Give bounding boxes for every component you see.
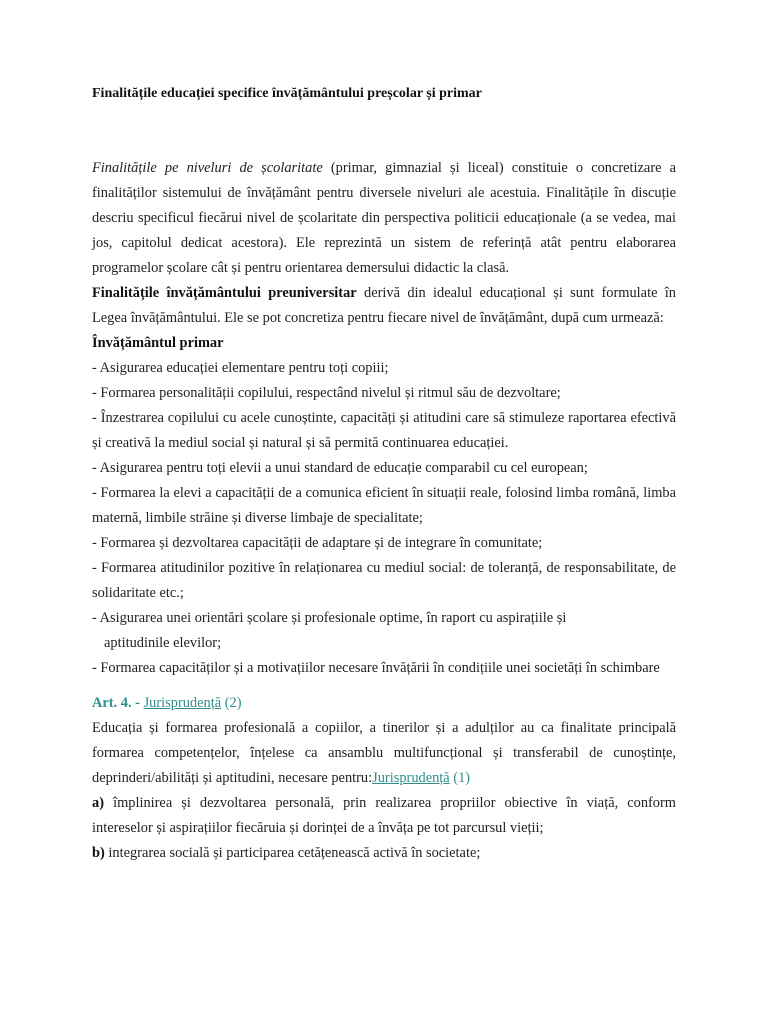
- jurisprudence-count: (2): [224, 695, 242, 711]
- primar-item: - Asigurarea educației elementare pentru toți copiii;: [92, 360, 389, 376]
- primar-item: - Formarea și dezvoltarea capacității de adaptare și de integrare în comunitate;: [92, 535, 543, 551]
- primar-item: - Asigurarea pentru toți elevii a unui standard de educație comparabil cu cel european;: [92, 460, 588, 476]
- intro-text: (primar, gimnazial și liceal) constituie o concretizare a finalităților sistemului de învățământ pentru diversele niveluri ale acestuia. Finalitățile în discuție descriu specificul fiecărui nivel de școlaritate din perspectiva politicii educaționale (a se vedea, mai jos, capitolul dedicat acestora). Ele reprezintă un sistem de referință atât pentru elaborarea programelor școlare cât și pentru orientarea demersului didactic la clasă.: [92, 160, 677, 276]
- document-title: Finalitățile educației specifice învățământului preșcolar și primar: [92, 86, 482, 101]
- article-item-text: împlinirea și dezvoltarea personală, prin realizarea propriilor obiective în viață, conform intereselor și aspirațiilor fiecăruia și dorinței de a învăța pe tot parcursul vieții;: [92, 795, 676, 836]
- jurisprudence-inline-count: (1): [453, 770, 471, 786]
- primar-item: - Asigurarea unei orientări școlare și profesionale optime, în raport cu aspirațiile și: [92, 610, 567, 626]
- primar-item: - Formarea atitudinilor pozitive în relaționarea cu mediul social: de toleranță, de responsabilitate, de solidaritate etc.;: [92, 560, 676, 601]
- article-item-text: integrarea socială și participarea cetățenească activă în societate;: [104, 845, 481, 861]
- article-text-body: Educația și formarea profesională a copiilor, a tinerilor și a adulților au ca finalitate principală formarea competențelor, înțelese ca ansamblu multifuncțional și transferabil de cunoștințe, deprinderi/abilități și aptitudini, necesare pentru:: [92, 720, 676, 786]
- preuniv-paragraph: [92, 281, 676, 331]
- preuniv-bold-lead: Finalitățile învățământului preuniversitar: [92, 285, 357, 301]
- primar-item-continuation: aptitudinile elevilor;: [104, 635, 222, 651]
- article-text: [92, 716, 676, 791]
- article-item-b: [92, 841, 676, 866]
- intro-italic-lead: Finalitățile pe niveluri de școlaritate: [92, 160, 323, 176]
- jurisprudence-inline-link[interactable]: Jurisprudență: [372, 770, 450, 786]
- primar-item: - Formarea personalității copilului, respectând nivelul și ritmul său de dezvoltare;: [92, 385, 561, 401]
- primar-heading: Învățământul primar: [92, 335, 224, 351]
- preuniv-text: derivă din idealul educațional și sunt formulate în Legea învățământului. Ele se pot concretiza pentru fiecare nivel de învățământ, după cum urmează:: [92, 285, 676, 326]
- document-body: [92, 156, 676, 866]
- article-item-letter: a): [92, 795, 104, 811]
- primar-item: - Formarea la elevi a capacității de a comunica eficient în situații reale, folosind limba română, limba maternă, limbile străine și diverse limbaje de specialitate;: [92, 485, 676, 526]
- intro-paragraph: [92, 156, 676, 281]
- article-item-letter: b): [92, 845, 105, 861]
- jurisprudence-link[interactable]: Jurisprudență: [143, 695, 222, 711]
- article-label: Art. 4. -: [92, 695, 140, 711]
- article-item-a: [92, 791, 676, 841]
- article-heading: [92, 691, 676, 716]
- primar-item: - Formarea capacităților și a motivațiilor necesare învățării în condițiile unei societăți în schimbare: [92, 660, 660, 676]
- primar-item: - Înzestrarea copilului cu acele cunoștinte, capacități și atitudini care să stimuleze raportarea efectivă și creativă la mediul social și natural și să permită continuarea educației.: [92, 410, 676, 451]
